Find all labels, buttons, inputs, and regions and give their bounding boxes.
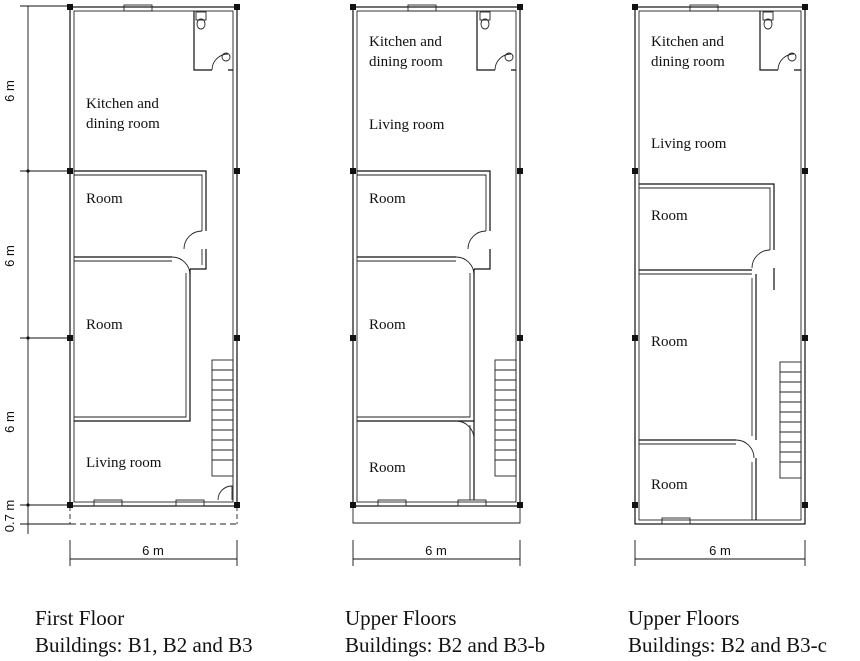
p2-living-label: Living room [369, 117, 445, 133]
caption-upper-floors-c [628, 605, 827, 659]
caption-upper-floors-b-buildings: Buildings: B2 and B3-b [345, 633, 546, 657]
p2-width-label: 6 m [425, 543, 447, 558]
caption-upper-floors-b [345, 605, 545, 659]
p1-kitchen-label-line2: dining room [86, 116, 160, 132]
p2-room-a-label: Room [369, 191, 406, 207]
caption-upper-floors-c-buildings: Buildings: B2 and B3-c [628, 633, 827, 657]
p1-room-a-label: Room [86, 191, 123, 207]
p3-kitchen-label-line2: dining room [651, 54, 725, 70]
p3-room-a-label: Room [651, 208, 688, 224]
p3-width-label: 6 m [709, 543, 731, 558]
plan-first-floor [67, 4, 240, 566]
p3-kitchen-label-line1: Kitchen and [651, 34, 724, 50]
p1-width-label: 6 m [142, 543, 164, 558]
dim-label-middle: 6 m [2, 245, 17, 267]
caption-first-floor-title: First Floor [35, 606, 125, 630]
vertical-dimension-chain [2, 6, 70, 534]
dim-label-setback: 0.7 m [2, 499, 17, 533]
plan-upper-floors-c [632, 4, 808, 566]
p3-room-b-label: Room [651, 334, 688, 350]
p2-room-c-label: Room [369, 460, 406, 476]
p3-room-c-label: Room [651, 477, 688, 493]
caption-upper-floors-b-title: Upper Floors [345, 606, 457, 630]
caption-first-floor [35, 605, 253, 659]
p2-room-b-label: Room [369, 317, 406, 333]
caption-first-floor-buildings: Buildings: B1, B2 and B3 [35, 633, 253, 657]
p2-kitchen-label-line1: Kitchen and [369, 34, 442, 50]
p3-living-label: Living room [651, 136, 727, 152]
caption-upper-floors-c-title: Upper Floors [628, 606, 740, 630]
p1-living-label: Living room [86, 455, 162, 471]
p1-room-b-label: Room [86, 317, 123, 333]
plan-upper-floors-b [350, 4, 523, 566]
p1-kitchen-label-line1: Kitchen and [86, 96, 159, 112]
dim-label-lower: 6 m [2, 411, 17, 433]
dim-label-top: 6 m [2, 80, 17, 102]
p2-kitchen-label-line2: dining room [369, 54, 443, 70]
